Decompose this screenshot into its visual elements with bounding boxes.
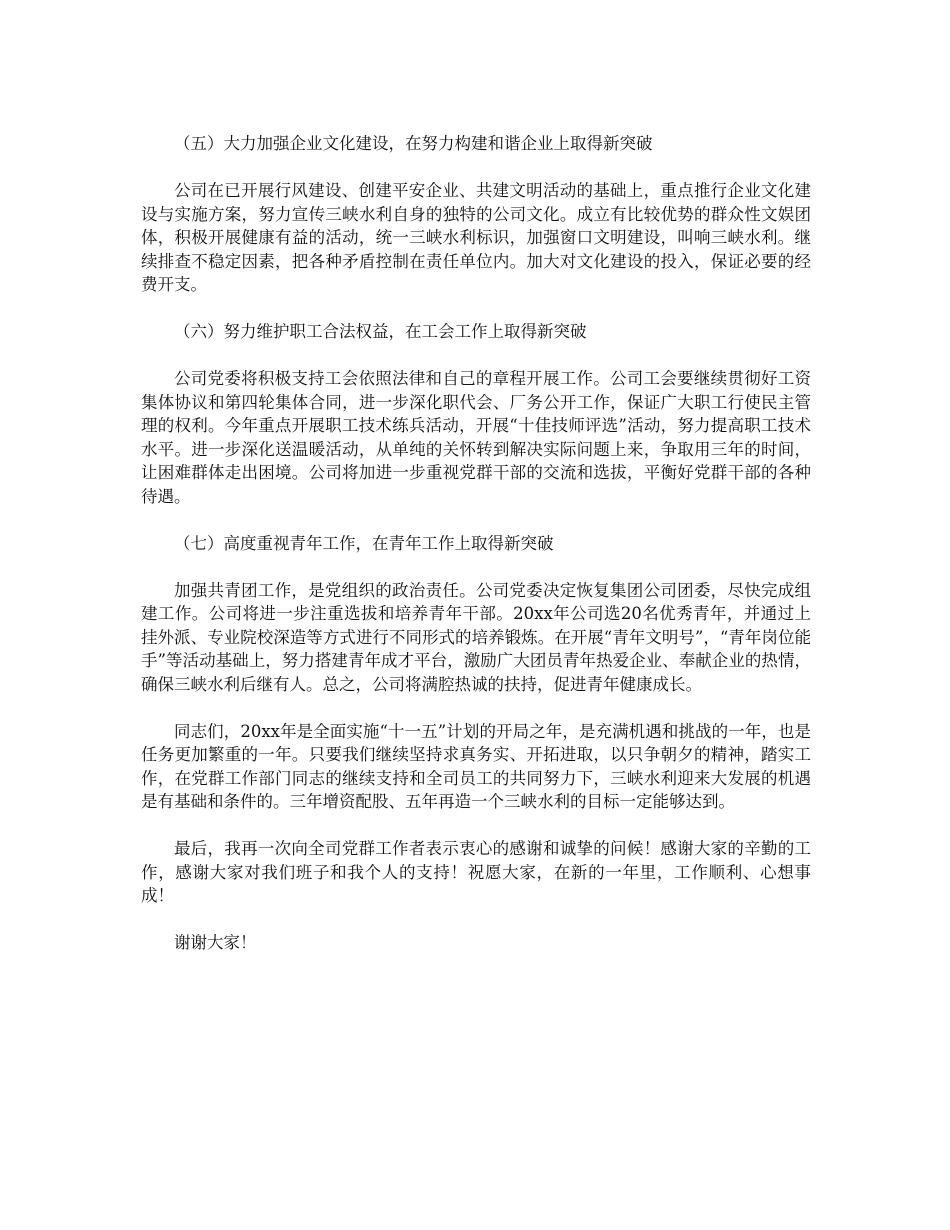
section-heading-6: （六）努力维护职工合法权益，在工会工作上取得新突破 bbox=[174, 322, 587, 341]
section-heading-7: （七）高度重视青年工作，在青年工作上取得新突破 bbox=[174, 533, 554, 553]
closing-line: 谢谢大家！ bbox=[174, 933, 257, 952]
thanks-paragraph: 最后，我再一次向全司党群工作者表示衷心的感谢和诚挚的问候！感谢大家的辛勤的工作，感谢大家对我们班子和我个人的支持！祝愿大家，在新的一年里，工作顺利、心想事成！ bbox=[141, 839, 811, 905]
conclusion-paragraph: 同志们，20xx年是全面实施“十一五”计划的开局之年，是充满机遇和挑战的一年，也是任务更加繁重的一年。只要我们继续坚持求真务实、开拓进取，以只争朝夕的精神，踏实工作，在党群工作部门同志的继续支持和全司员工的共同努力下，三峡水利迎来大发展的机遇是有基础和条件的。三年增资配股、五年再造一个三峡水利的目标一定能够达到。 bbox=[141, 721, 811, 811]
section-body-7: 加强共青团工作，是党组织的政治责任。公司党委决定恢复集团公司团委，尽快完成组建工作。公司将进一步注重选拔和培养青年干部。20xx年公司选20名优秀青年，并通过上挂外派、专业院校深造等方式进行不同形式的培养锻炼。在开展“青年文明号”，“青年岗位能手”等活动基础上，努力搭建青年成才平台，激励广大团员青年热爱企业、奉献企业的热情，确保三峡水利后继有人。总之，公司将满腔热诚的扶持，促进青年健康成长。 bbox=[141, 580, 811, 694]
section-heading-5: （五）大力加强企业文化建设，在努力构建和谐企业上取得新突破 bbox=[174, 134, 653, 153]
section-body-6: 公司党委将积极支持工会依照法律和自己的章程开展工作。公司工会要继续贯彻好工资集体协议和第四轮集体合同，进一步深化职代会、厂务公开工作，保证广大职工行使民主管理的权利。今年重点开展职工技术练兵活动，开展“十佳技师评选”活动，努力提高职工技术水平。进一步深化送温暖活动，从单纯的关怀转到解决实际问题上来，争取用三年的时间，让困难群体走出困境。公司将加进一步重视党群干部的交流和选拔，平衡好党群干部的各种待遇。 bbox=[141, 369, 811, 506]
section-body-5: 公司在已开展行风建设、创建平安企业、共建文明活动的基础上，重点推行企业文化建设与实施方案，努力宣传三峡水利自身的独特的公司文化。成立有比较优势的群众性文娱团体，积极开展健康有益的活动，统一三峡水利标识，加强窗口文明建设，叫响三峡水利。继续排查不稳定因素，把各种矛盾控制在责任单位内。加大对文化建设的投入，保证必要的经费开支。 bbox=[141, 181, 811, 294]
document-body bbox=[141, 132, 811, 955]
